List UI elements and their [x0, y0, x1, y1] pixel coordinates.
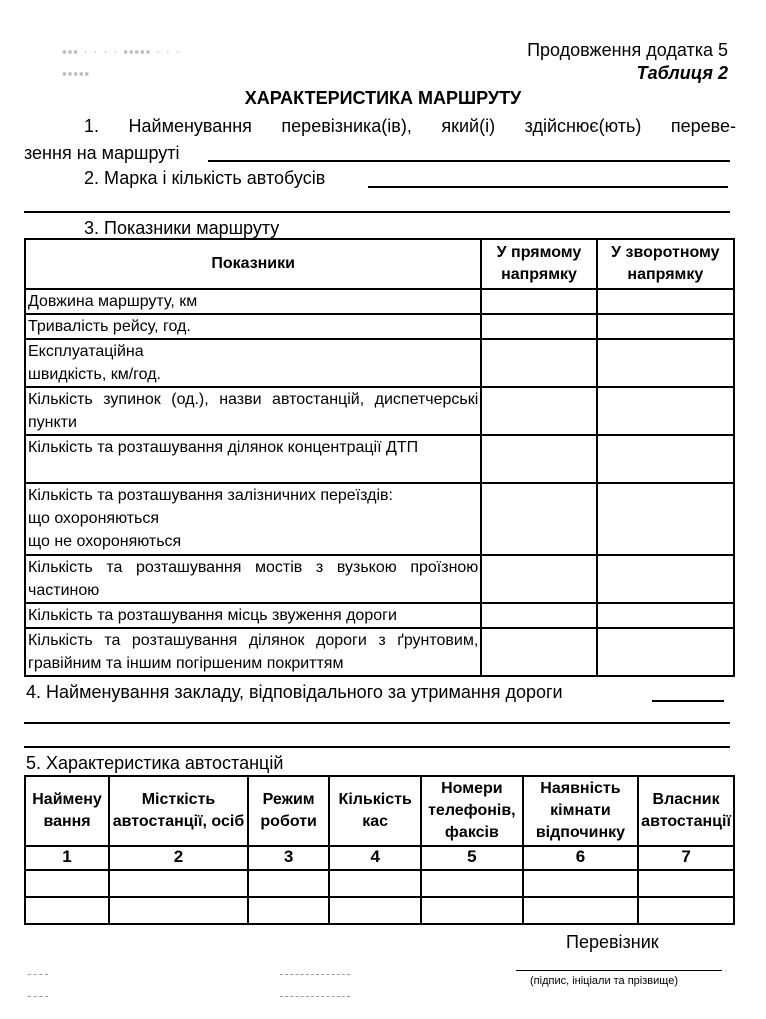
table-row	[25, 435, 734, 483]
table-header-row	[25, 239, 734, 289]
item-2-text: 2. Марка і кількість автобусів	[84, 168, 326, 188]
data-cell[interactable]	[248, 897, 329, 924]
table-number: Таблиця 2	[636, 63, 728, 83]
backward-cell[interactable]	[597, 339, 734, 387]
column-number: 7	[638, 846, 734, 870]
table-row	[25, 289, 734, 314]
column-number: 1	[25, 846, 109, 870]
table-row	[25, 628, 734, 676]
table-row	[25, 555, 734, 603]
item-1-text: 1. Найменування перевізника(ів), який(і) здійснює(ють) переве-	[84, 116, 736, 136]
backward-cell[interactable]	[597, 555, 734, 603]
carrier-label: Перевізник	[566, 932, 659, 952]
forward-cell[interactable]	[481, 314, 596, 339]
data-cell[interactable]	[421, 870, 523, 897]
signature-caption: (підпис, ініціали та прізвище)	[530, 975, 678, 987]
column-number: 2	[109, 846, 248, 870]
bus-brand-field[interactable]	[368, 186, 728, 188]
scan-artifact	[28, 996, 48, 997]
table-row	[25, 483, 734, 555]
backward-cell[interactable]	[597, 387, 734, 435]
data-cell[interactable]	[109, 897, 248, 924]
data-cell[interactable]	[638, 870, 734, 897]
road-agency-field-extra-1[interactable]	[24, 722, 730, 724]
bus-brand-field-extra[interactable]	[24, 211, 730, 213]
backward-cell[interactable]	[597, 483, 734, 555]
row-label: Кількість та розташування залізничних переїздів:	[28, 487, 393, 504]
road-agency-field[interactable]	[652, 700, 724, 702]
forward-cell[interactable]	[481, 339, 596, 387]
forward-cell[interactable]	[481, 555, 596, 603]
item-1-continuation: зення на маршруті	[24, 143, 180, 163]
forward-cell[interactable]	[481, 628, 596, 676]
forward-cell[interactable]	[481, 603, 596, 628]
data-cell[interactable]	[523, 897, 638, 924]
data-cell[interactable]	[248, 870, 329, 897]
header-phones: Номери телефонів, факсів	[421, 776, 523, 846]
backward-cell[interactable]	[597, 628, 734, 676]
data-cell[interactable]	[329, 870, 421, 897]
header-capacity: Місткість автостанції, осіб	[109, 776, 248, 846]
forward-cell[interactable]	[481, 289, 596, 314]
page-title: ХАРАКТЕРИСТИКА МАРШРУТУ	[244, 88, 522, 108]
carrier-name-field[interactable]	[208, 160, 730, 162]
backward-cell[interactable]	[597, 435, 734, 483]
backward-cell[interactable]	[597, 314, 734, 339]
column-number: 4	[329, 846, 421, 870]
forward-cell[interactable]	[481, 483, 596, 555]
scan-artifact	[28, 974, 48, 975]
row-label: Експлуатаційна швидкість, км/год.	[25, 339, 481, 387]
header-cash-desks: Кількість кас	[329, 776, 421, 846]
header-schedule: Режим роботи	[248, 776, 329, 846]
data-cell[interactable]	[523, 870, 638, 897]
row-sublabel-unguarded: що не охороняються	[28, 533, 182, 550]
row-label: Кількість та розташування ділянок дороги з ґрунтовим, гравійним та іншим погіршеним покриттям	[25, 628, 481, 676]
scan-artifact: ▪▪▪▪▪	[62, 66, 91, 81]
table-row	[25, 603, 734, 628]
railway-crossings-cell	[25, 483, 481, 555]
row-label: Тривалість рейсу, год.	[25, 314, 481, 339]
header-indicators: Показники	[25, 239, 481, 289]
row-label: Кількість та розташування місць звуження дороги	[25, 603, 481, 628]
table-header-row	[25, 776, 734, 846]
scan-artifact	[280, 974, 350, 975]
column-number-row	[25, 846, 734, 870]
column-number: 5	[421, 846, 523, 870]
data-cell[interactable]	[329, 897, 421, 924]
scan-artifact	[280, 996, 350, 997]
row-label: Кількість зупинок (од.), назви автостанцій, диспетчерські пункти	[25, 387, 481, 435]
header-backward: У зворотному напрямку	[597, 239, 734, 289]
item-5-text: 5. Характеристика автостанцій	[26, 753, 284, 773]
continuation-note: Продовження додатка 5	[527, 40, 728, 60]
forward-cell[interactable]	[481, 435, 596, 483]
data-cell[interactable]	[25, 897, 109, 924]
table-row	[25, 339, 734, 387]
header-owner: Власник автостанції	[638, 776, 734, 846]
data-cell[interactable]	[25, 870, 109, 897]
route-indicators-table	[24, 238, 735, 677]
row-label: Довжина маршруту, км	[25, 289, 481, 314]
road-agency-field-extra-2[interactable]	[24, 746, 730, 748]
bus-stations-table	[24, 775, 735, 925]
column-number: 6	[523, 846, 638, 870]
data-cell[interactable]	[109, 870, 248, 897]
header-rest-room: Наявність кімнати відпочинку	[523, 776, 638, 846]
item-4-text: 4. Найменування закладу, відповідального за утримання дороги	[26, 682, 563, 702]
data-cell[interactable]	[421, 897, 523, 924]
table-row	[25, 870, 734, 897]
item-3-text: 3. Показники маршруту	[84, 218, 280, 238]
signature-field[interactable]	[516, 970, 722, 971]
row-label: Кількість та розташування ділянок концентрації ДТП	[25, 435, 481, 483]
row-sublabel-guarded: що охороняються	[28, 510, 160, 527]
row-label: Кількість та розташування мостів з вузькою проїзною частиною	[25, 555, 481, 603]
data-cell[interactable]	[638, 897, 734, 924]
header-forward: У прямому напрямку	[481, 239, 596, 289]
backward-cell[interactable]	[597, 289, 734, 314]
scan-artifact: ▪▪▪ · · · · ▪▪▪▪▪ · · ·	[62, 44, 182, 59]
forward-cell[interactable]	[481, 387, 596, 435]
table-row	[25, 314, 734, 339]
table-row	[25, 387, 734, 435]
header-name: Найменування	[25, 776, 109, 846]
table-row	[25, 897, 734, 924]
backward-cell[interactable]	[597, 603, 734, 628]
column-number: 3	[248, 846, 329, 870]
